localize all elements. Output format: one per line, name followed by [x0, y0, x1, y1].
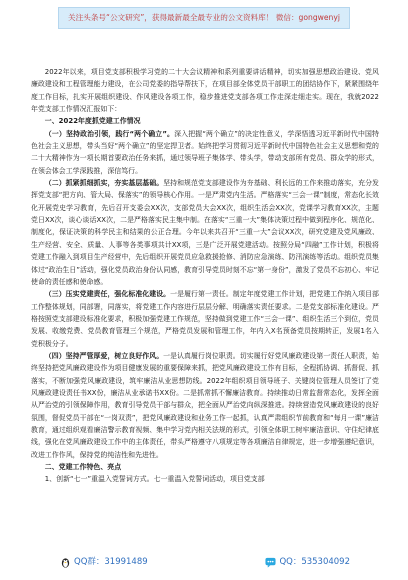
subsection-title: （二）抓紧抓细抓实，夯实基层基础。 [44, 179, 164, 188]
header-banner: 关注头条号“公文研究”，获得最新最全最专业的公文资料库！ 微信：gongwenyj [58, 7, 350, 29]
subsection-text: 一是履行第一责任。制定年度党建工作计划，把党建工作纳入项目部工作整体规划，同部署，同落实，将党建工作内容进行层层分解、明确落实责任要求。二是党支部标准化建设。严格按照党支部建设标准化要求，积极加强党建工作规范，坚持做到党建工作“三会一课”、组织生活三个到位，党员发展、收缴党费、党员教育管理三个规范，严格党员发展和管理工作，年内入X名预备党员按期转正，发展1名入党积极分子。 [31, 290, 380, 348]
subsection-text: 坚持和规范党支部建设作为夯基础、利长远的工作来推动落实，充分发挥党支部“把方向、管大局、保落实”的领导核心作用。一是严肃党内生活。严格落实“三会一课”制度，常态化长效化开展党史学习教育，先后召开支委会XX次，支部党员大会XX次，组织生活会XX次，党课学习教育XX次，主题党日XX次，谈心谈话XX次，二是严格落实民主集中制。在落实“三重一大”集体决策过程中做到程序化、规范化、制度化，保证决策的科学民主和结果的公正合理。今年以来共召开“三重一大”会议XX次，研究党建及党风廉政、生产经营、安全、质量、人事等各类事项共计XX项，三是广泛开展党建活动。按照分局“四融”工作计划，积极将党建工作融入到项目生产经营中，先后组织开展党员应急救援抢修、消防应急演练、防汛演练等活动。组织党员集体过“政治生日”活动，强化党员政治身份认同感，教育引导党员时刻不忘“第一身份”，激发了党员不忘初心、牢记使命的责任感和使命感。 [31, 179, 379, 286]
footer-contact [60, 553, 350, 571]
section-heading: 二、党建工作特色、亮点 [44, 463, 122, 471]
subsection-paragraph [31, 177, 379, 288]
qq-group-label: QQ群：31991489 [74, 557, 148, 567]
penguin-icon [60, 557, 71, 568]
subsection-paragraph [31, 128, 379, 177]
chat-icon [265, 557, 276, 568]
subsection-title: （三）压实党建责任，强化标准化建设。 [44, 290, 171, 299]
section-heading: 一、2022年度抓党建工作情况 [44, 117, 141, 126]
subsection-paragraph [31, 350, 379, 461]
subsection-title: （四）坚持严管厚爱，树立良好作风。 [44, 351, 164, 360]
qq-group [60, 553, 148, 571]
document-body [31, 66, 379, 486]
subsection-text: 一是认真履行岗位职责。切实履行好党风廉政建设第一责任人职责，始终坚持把党风廉政建设作为项目健康发展的重要保障来抓，把党风廉政建设工作有目标，全程抓协调、抓督促、抓落实，不断加强党风廉政建设，筑牢廉洁从业思想防线。2022年组织项目领导班子、关键岗位管理人员签订了党风廉政建设责任书XX份，廉洁从业承诺书XX份。二是抓常抓不懈廉洁教育。持续推动日常监督常态化，发挥全面从严治党的引领保障作用，教育引导党员干部与群众，把全面从严治党向纵深推进。持续营造党风廉政建设的良好氛围，督促党员干部在“一岗双责”，把党风廉政建设和业务工作一起抓，认真严肃组织节前教育和“每月一课”廉洁教育，通过组织观看廉洁警示教育视频、集中学习党内相关法规的形式，引领全体职工树牢廉洁意识、守住纪律底线，强化在党风廉政建设工作中的主体责任，带头严格遵守八项规定等各项廉洁自律规定，进一步增强遵纪意识，改进工作作风，保持党的纯洁性和先进性。 [31, 351, 379, 459]
subsection-paragraph [31, 288, 379, 350]
body-paragraph: 1、创新“七一”重温入党誓词方式。七一重温入党誓词活动，项目党支部 [44, 475, 265, 484]
subsection-text: 深入把握“两个确立”的决定性意义，学深悟透习近平新时代中国特色社会主义思想，带头当好“两个确立”的坚定捍卫者。始终把学习贯彻习近平新时代中国特色社会主义思想和党的二十大精神作为一项长期首要政治任务来抓，通过领导班子集体学、带头学，带动支部所有党员、群众学的形式，在领会体会工学深践推，深信笃行。 [31, 129, 379, 175]
body-paragraph: 2022年以来，项目党支部积极学习党的二十大会议精神和系列重要讲话精神，切实加强思想政治建设、党风廉政建设和工程管理能力建设，在公司党委的指导帮扶下，在项目部全体党员干部职工的团结协作下，紧紧围绕年度工作目标，扎实开展组织建设、作风建设各项工作，稳步推进党支部各项工作走深走细走实。现在，我就2022年党支部工作情况汇报如下： [31, 68, 379, 114]
subsection-title: （一）坚持政治引领，践行“两个确立”。 [44, 129, 175, 138]
qq-contact-label: QQ：535304092 [279, 557, 350, 567]
qq-contact [265, 553, 350, 571]
